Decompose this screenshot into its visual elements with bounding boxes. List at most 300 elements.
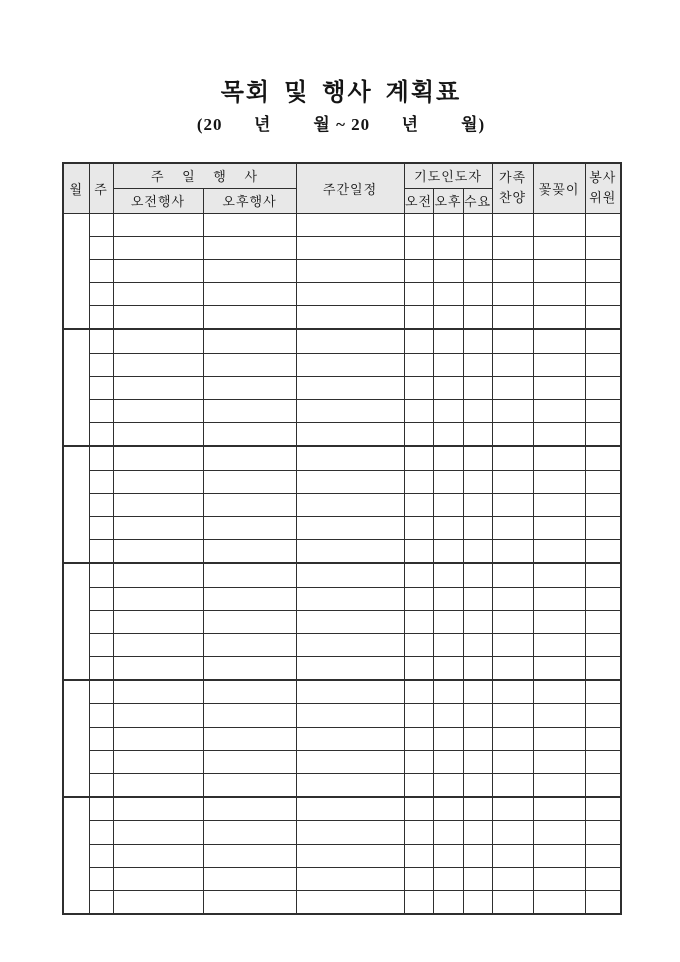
- month-group-cell: [63, 680, 89, 797]
- empty-cell: [585, 563, 621, 587]
- empty-cell: [296, 353, 404, 376]
- empty-cell: [463, 633, 492, 656]
- empty-cell: [203, 306, 296, 330]
- empty-cell: [533, 727, 585, 750]
- empty-cell: [203, 797, 296, 821]
- empty-cell: [585, 657, 621, 681]
- empty-cell: [404, 376, 433, 399]
- empty-cell: [492, 446, 533, 470]
- table-row: [63, 727, 621, 750]
- empty-cell: [296, 587, 404, 610]
- empty-cell: [113, 633, 203, 656]
- empty-cell: [113, 610, 203, 633]
- empty-cell: [585, 821, 621, 844]
- empty-cell: [492, 657, 533, 681]
- empty-cell: [203, 727, 296, 750]
- empty-cell: [203, 259, 296, 282]
- empty-cell: [404, 727, 433, 750]
- empty-cell: [113, 516, 203, 539]
- empty-cell: [296, 470, 404, 493]
- empty-cell: [463, 493, 492, 516]
- empty-cell: [433, 236, 463, 259]
- table-row: [63, 750, 621, 773]
- empty-cell: [296, 844, 404, 867]
- empty-cell: [89, 259, 113, 282]
- empty-cell: [89, 283, 113, 306]
- table-row: [63, 306, 621, 330]
- empty-cell: [89, 704, 113, 727]
- empty-cell: [492, 329, 533, 353]
- empty-cell: [89, 236, 113, 259]
- empty-cell: [296, 306, 404, 330]
- empty-cell: [433, 657, 463, 681]
- empty-cell: [113, 890, 203, 914]
- empty-cell: [203, 493, 296, 516]
- empty-cell: [296, 493, 404, 516]
- empty-cell: [492, 821, 533, 844]
- empty-cell: [296, 680, 404, 704]
- empty-cell: [89, 540, 113, 564]
- empty-cell: [492, 376, 533, 399]
- empty-cell: [89, 516, 113, 539]
- month-group-cell: [63, 563, 89, 680]
- table-row: [63, 423, 621, 447]
- empty-cell: [404, 516, 433, 539]
- table-row: [63, 329, 621, 353]
- empty-cell: [533, 259, 585, 282]
- empty-cell: [433, 797, 463, 821]
- empty-cell: [585, 633, 621, 656]
- header-prayer-wednesday: 수요: [463, 188, 492, 213]
- empty-cell: [404, 704, 433, 727]
- header-afternoon-event: 오후행사: [203, 188, 296, 213]
- empty-cell: [203, 774, 296, 798]
- empty-cell: [433, 446, 463, 470]
- table-row: [63, 446, 621, 470]
- empty-cell: [492, 353, 533, 376]
- empty-cell: [113, 423, 203, 447]
- empty-cell: [433, 563, 463, 587]
- empty-cell: [463, 259, 492, 282]
- empty-cell: [404, 259, 433, 282]
- empty-cell: [113, 680, 203, 704]
- empty-cell: [533, 821, 585, 844]
- empty-cell: [296, 400, 404, 423]
- empty-cell: [585, 353, 621, 376]
- empty-cell: [113, 329, 203, 353]
- header-weekly-schedule: 주간일정: [296, 163, 404, 213]
- empty-cell: [433, 306, 463, 330]
- empty-cell: [585, 610, 621, 633]
- empty-cell: [203, 376, 296, 399]
- empty-cell: [433, 774, 463, 798]
- empty-cell: [533, 493, 585, 516]
- empty-cell: [492, 610, 533, 633]
- empty-cell: [113, 470, 203, 493]
- empty-cell: [113, 283, 203, 306]
- empty-cell: [203, 633, 296, 656]
- empty-cell: [203, 610, 296, 633]
- header-sunday-events: 주 일 행 사: [113, 163, 296, 188]
- empty-cell: [533, 540, 585, 564]
- table-row: [63, 563, 621, 587]
- header-month: 월: [63, 163, 89, 213]
- empty-cell: [404, 493, 433, 516]
- header-family-praise: [492, 163, 533, 213]
- empty-cell: [585, 213, 621, 236]
- empty-cell: [89, 844, 113, 867]
- empty-cell: [433, 587, 463, 610]
- empty-cell: [203, 867, 296, 890]
- empty-cell: [463, 236, 492, 259]
- empty-cell: [89, 423, 113, 447]
- empty-cell: [585, 867, 621, 890]
- table-row: [63, 867, 621, 890]
- empty-cell: [433, 259, 463, 282]
- empty-cell: [492, 704, 533, 727]
- empty-cell: [585, 890, 621, 914]
- empty-cell: [585, 704, 621, 727]
- empty-cell: [585, 680, 621, 704]
- table-row: [63, 516, 621, 539]
- table-row: [63, 821, 621, 844]
- empty-cell: [203, 821, 296, 844]
- empty-cell: [113, 727, 203, 750]
- empty-cell: [296, 867, 404, 890]
- empty-cell: [533, 633, 585, 656]
- empty-cell: [492, 423, 533, 447]
- empty-cell: [433, 213, 463, 236]
- table-row: [63, 774, 621, 798]
- table-row: [63, 633, 621, 656]
- empty-cell: [533, 610, 585, 633]
- empty-cell: [433, 633, 463, 656]
- empty-cell: [203, 657, 296, 681]
- empty-cell: [203, 213, 296, 236]
- empty-cell: [463, 610, 492, 633]
- empty-cell: [404, 353, 433, 376]
- empty-cell: [404, 680, 433, 704]
- empty-cell: [203, 329, 296, 353]
- table-row: [63, 704, 621, 727]
- empty-cell: [203, 587, 296, 610]
- empty-cell: [533, 680, 585, 704]
- empty-cell: [89, 890, 113, 914]
- empty-cell: [89, 774, 113, 798]
- empty-cell: [404, 563, 433, 587]
- empty-cell: [89, 470, 113, 493]
- header-family-praise-line1: 가족: [498, 170, 527, 186]
- table-row: [63, 353, 621, 376]
- empty-cell: [492, 306, 533, 330]
- empty-cell: [492, 774, 533, 798]
- empty-cell: [492, 540, 533, 564]
- empty-cell: [463, 400, 492, 423]
- empty-cell: [296, 727, 404, 750]
- empty-cell: [585, 423, 621, 447]
- header-prayer-afternoon: 오후: [433, 188, 463, 213]
- empty-cell: [404, 213, 433, 236]
- empty-cell: [113, 446, 203, 470]
- empty-cell: [533, 236, 585, 259]
- empty-cell: [113, 774, 203, 798]
- empty-cell: [585, 400, 621, 423]
- empty-cell: [433, 283, 463, 306]
- empty-cell: [463, 750, 492, 773]
- empty-cell: [463, 516, 492, 539]
- empty-cell: [463, 329, 492, 353]
- empty-cell: [89, 563, 113, 587]
- empty-cell: [492, 236, 533, 259]
- empty-cell: [463, 446, 492, 470]
- empty-cell: [89, 633, 113, 656]
- empty-cell: [533, 844, 585, 867]
- empty-cell: [463, 821, 492, 844]
- empty-cell: [533, 587, 585, 610]
- header-service-committee-line1: 봉사: [589, 170, 617, 186]
- table-row: [63, 890, 621, 914]
- empty-cell: [433, 750, 463, 773]
- empty-cell: [113, 563, 203, 587]
- empty-cell: [404, 867, 433, 890]
- empty-cell: [463, 283, 492, 306]
- empty-cell: [404, 306, 433, 330]
- empty-cell: [404, 844, 433, 867]
- table-row: [63, 610, 621, 633]
- empty-cell: [533, 704, 585, 727]
- empty-cell: [113, 353, 203, 376]
- empty-cell: [533, 890, 585, 914]
- empty-cell: [89, 587, 113, 610]
- empty-cell: [492, 797, 533, 821]
- empty-cell: [296, 633, 404, 656]
- empty-cell: [89, 727, 113, 750]
- empty-cell: [113, 306, 203, 330]
- empty-cell: [203, 890, 296, 914]
- empty-cell: [492, 890, 533, 914]
- empty-cell: [533, 470, 585, 493]
- header-service-committee-line2: 위원: [589, 190, 617, 206]
- empty-cell: [585, 750, 621, 773]
- empty-cell: [113, 704, 203, 727]
- header-week: 주: [89, 163, 113, 213]
- empty-cell: [89, 376, 113, 399]
- empty-cell: [404, 610, 433, 633]
- empty-cell: [463, 797, 492, 821]
- table-row: [63, 844, 621, 867]
- empty-cell: [492, 470, 533, 493]
- empty-cell: [585, 540, 621, 564]
- empty-cell: [296, 516, 404, 539]
- header-family-praise-line2: 찬양: [498, 190, 527, 206]
- empty-cell: [113, 797, 203, 821]
- empty-cell: [113, 587, 203, 610]
- empty-cell: [492, 563, 533, 587]
- empty-cell: [203, 750, 296, 773]
- empty-cell: [463, 704, 492, 727]
- empty-cell: [463, 213, 492, 236]
- empty-cell: [89, 493, 113, 516]
- empty-cell: [433, 540, 463, 564]
- empty-cell: [533, 423, 585, 447]
- empty-cell: [113, 493, 203, 516]
- table-row: [63, 400, 621, 423]
- empty-cell: [296, 376, 404, 399]
- empty-cell: [433, 376, 463, 399]
- empty-cell: [433, 423, 463, 447]
- empty-cell: [404, 750, 433, 773]
- empty-cell: [203, 680, 296, 704]
- empty-cell: [492, 633, 533, 656]
- month-group-cell: [63, 797, 89, 914]
- empty-cell: [203, 704, 296, 727]
- empty-cell: [113, 657, 203, 681]
- empty-cell: [533, 774, 585, 798]
- header-row-top: [63, 163, 621, 188]
- header-morning-event: 오전행사: [113, 188, 203, 213]
- empty-cell: [296, 540, 404, 564]
- month-group-cell: [63, 213, 89, 329]
- plan-table-header: [63, 163, 621, 213]
- empty-cell: [404, 446, 433, 470]
- empty-cell: [433, 400, 463, 423]
- empty-cell: [404, 540, 433, 564]
- empty-cell: [492, 259, 533, 282]
- empty-cell: [463, 376, 492, 399]
- empty-cell: [533, 213, 585, 236]
- empty-cell: [585, 516, 621, 539]
- empty-cell: [463, 890, 492, 914]
- empty-cell: [492, 493, 533, 516]
- empty-cell: [585, 446, 621, 470]
- empty-cell: [533, 867, 585, 890]
- empty-cell: [89, 329, 113, 353]
- empty-cell: [404, 657, 433, 681]
- empty-cell: [585, 587, 621, 610]
- empty-cell: [533, 750, 585, 773]
- empty-cell: [113, 844, 203, 867]
- empty-cell: [113, 259, 203, 282]
- empty-cell: [404, 329, 433, 353]
- empty-cell: [533, 353, 585, 376]
- empty-cell: [585, 329, 621, 353]
- empty-cell: [433, 516, 463, 539]
- empty-cell: [296, 890, 404, 914]
- empty-cell: [533, 306, 585, 330]
- empty-cell: [296, 704, 404, 727]
- empty-cell: [113, 213, 203, 236]
- empty-cell: [433, 610, 463, 633]
- empty-cell: [203, 400, 296, 423]
- empty-cell: [585, 774, 621, 798]
- empty-cell: [463, 587, 492, 610]
- empty-cell: [492, 844, 533, 867]
- empty-cell: [296, 750, 404, 773]
- table-row: [63, 213, 621, 236]
- empty-cell: [492, 750, 533, 773]
- table-row: [63, 797, 621, 821]
- empty-cell: [296, 213, 404, 236]
- empty-cell: [89, 306, 113, 330]
- empty-cell: [533, 329, 585, 353]
- empty-cell: [404, 774, 433, 798]
- empty-cell: [113, 236, 203, 259]
- empty-cell: [89, 680, 113, 704]
- empty-cell: [113, 821, 203, 844]
- empty-cell: [585, 283, 621, 306]
- empty-cell: [463, 470, 492, 493]
- empty-cell: [89, 446, 113, 470]
- month-group-cell: [63, 329, 89, 446]
- empty-cell: [463, 306, 492, 330]
- empty-cell: [463, 867, 492, 890]
- empty-cell: [463, 774, 492, 798]
- empty-cell: [463, 657, 492, 681]
- empty-cell: [492, 867, 533, 890]
- empty-cell: [296, 821, 404, 844]
- empty-cell: [533, 446, 585, 470]
- month-group-cell: [63, 446, 89, 563]
- table-row: [63, 259, 621, 282]
- empty-cell: [492, 727, 533, 750]
- empty-cell: [203, 540, 296, 564]
- empty-cell: [296, 610, 404, 633]
- empty-cell: [433, 727, 463, 750]
- empty-cell: [492, 213, 533, 236]
- table-row: [63, 376, 621, 399]
- empty-cell: [404, 587, 433, 610]
- empty-cell: [463, 353, 492, 376]
- empty-cell: [89, 657, 113, 681]
- empty-cell: [296, 259, 404, 282]
- empty-cell: [585, 493, 621, 516]
- empty-cell: [533, 283, 585, 306]
- plan-table: [62, 162, 622, 915]
- empty-cell: [203, 353, 296, 376]
- empty-cell: [89, 213, 113, 236]
- empty-cell: [463, 727, 492, 750]
- table-row: [63, 283, 621, 306]
- empty-cell: [463, 423, 492, 447]
- empty-cell: [463, 844, 492, 867]
- empty-cell: [492, 283, 533, 306]
- empty-cell: [404, 633, 433, 656]
- empty-cell: [463, 563, 492, 587]
- empty-cell: [113, 867, 203, 890]
- empty-cell: [203, 423, 296, 447]
- empty-cell: [433, 704, 463, 727]
- empty-cell: [433, 493, 463, 516]
- empty-cell: [433, 680, 463, 704]
- header-prayer-leaders: 기도인도자: [404, 163, 492, 188]
- empty-cell: [404, 821, 433, 844]
- empty-cell: [533, 657, 585, 681]
- empty-cell: [585, 306, 621, 330]
- empty-cell: [113, 376, 203, 399]
- empty-cell: [585, 797, 621, 821]
- empty-cell: [433, 353, 463, 376]
- empty-cell: [533, 797, 585, 821]
- table-row: [63, 540, 621, 564]
- empty-cell: [89, 867, 113, 890]
- empty-cell: [404, 797, 433, 821]
- empty-cell: [203, 236, 296, 259]
- empty-cell: [296, 446, 404, 470]
- header-prayer-morning: 오전: [404, 188, 433, 213]
- table-row: [63, 657, 621, 681]
- empty-cell: [404, 400, 433, 423]
- empty-cell: [533, 516, 585, 539]
